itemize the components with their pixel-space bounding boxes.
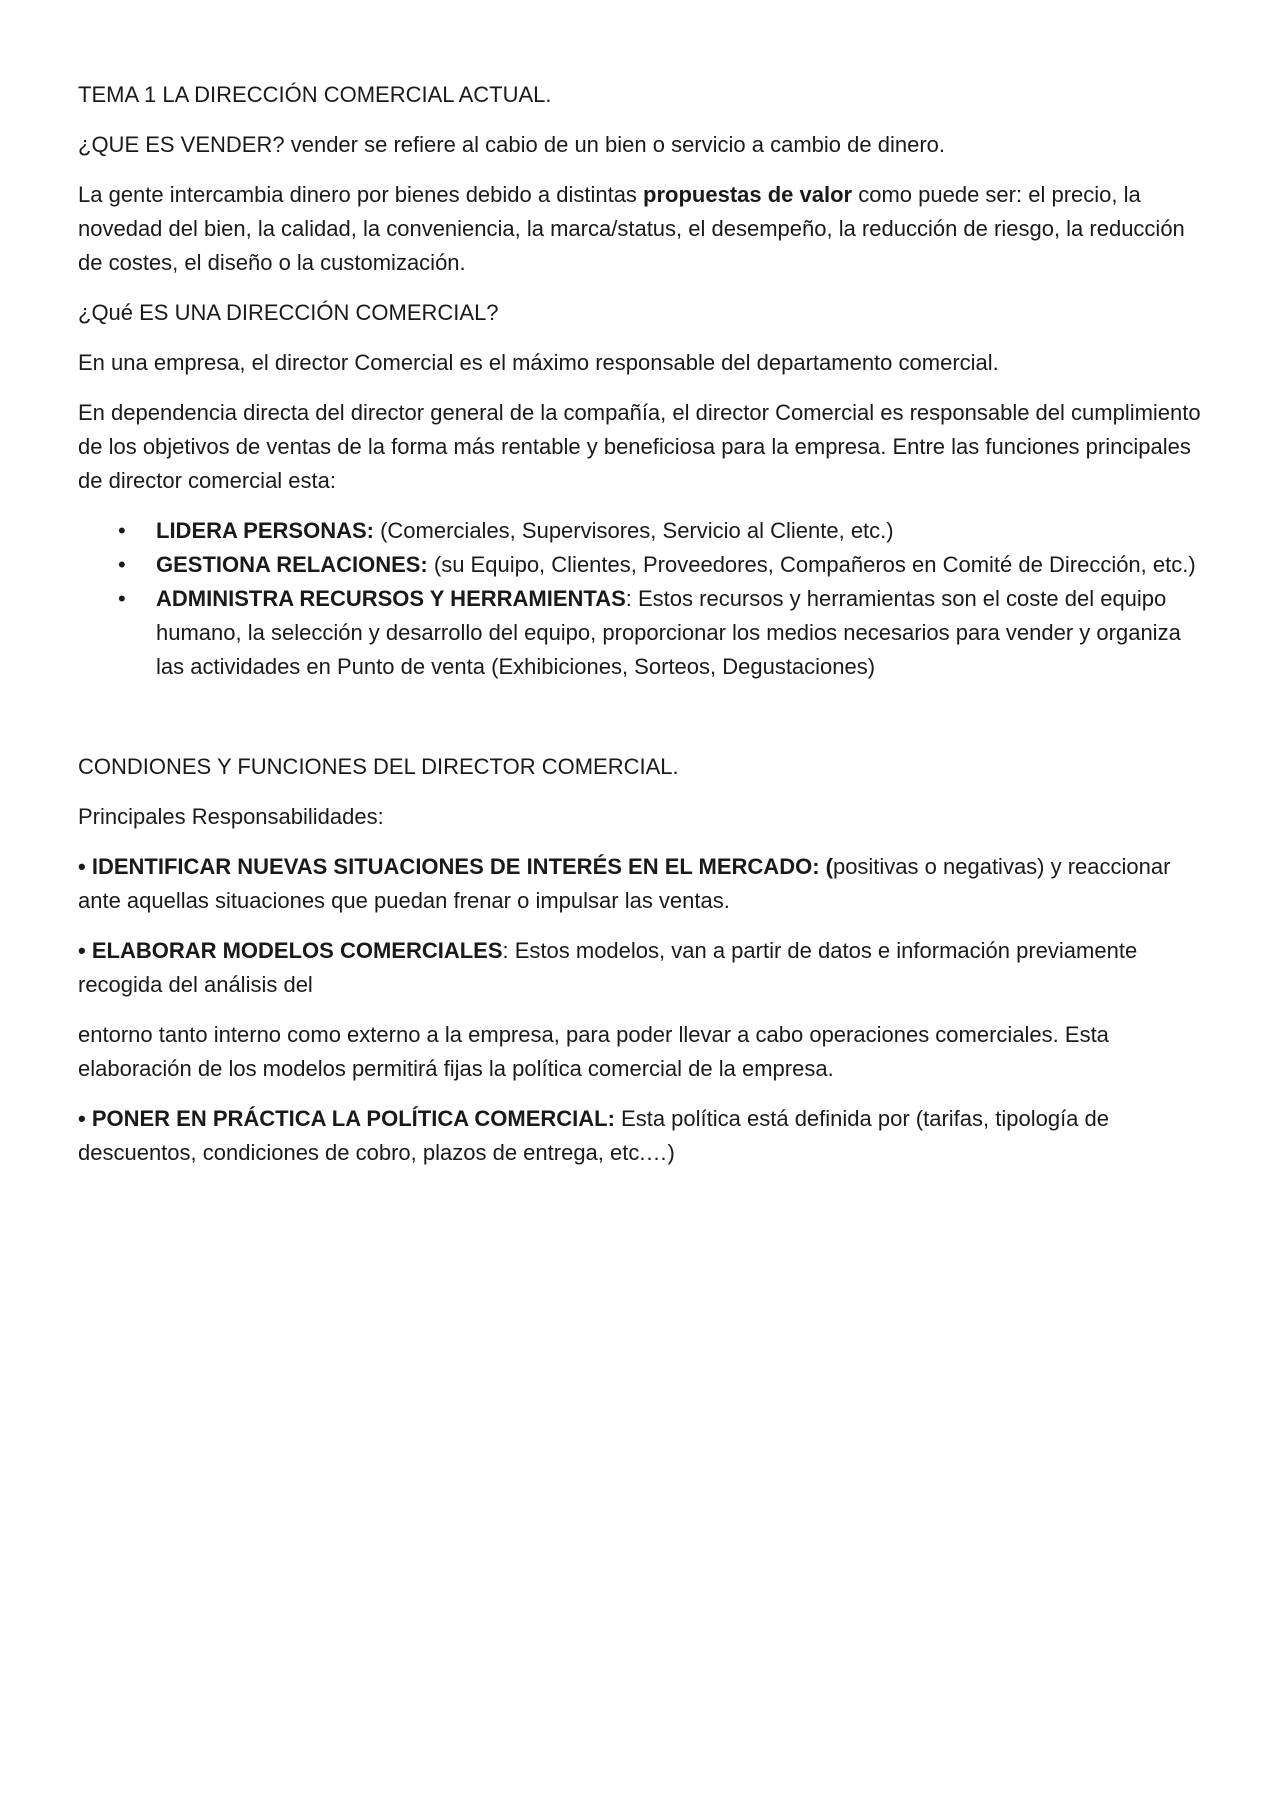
document-page [78, 78, 1206, 1186]
responsibility-continuation: entorno tanto interno como externo a la empresa, para poder llevar a cabo operaciones comerciales. Esta elaboración de los modelos permitirá fijas la política comercial de la empresa. [78, 1022, 1109, 1081]
list-item-bold: ADMINISTRA RECURSOS Y HERRAMIENTAS [156, 586, 626, 611]
list-item-bold: LIDERA PERSONAS: [156, 518, 374, 543]
section-subtitle: Principales Responsabilidades: [78, 804, 384, 829]
responsibility-item [78, 1102, 1206, 1170]
text-run: La gente intercambia dinero por bienes debido a distintas [78, 182, 644, 207]
responsibility-text: positivas o negativas) y reaccionar ante aquellas situaciones que puedan frenar o impulsar las ventas. [78, 854, 1171, 913]
section-title: CONDIONES Y FUNCIONES DEL DIRECTOR COMERCIAL. [78, 754, 679, 779]
blank-line [78, 700, 1206, 750]
list-item [78, 582, 1206, 684]
bullet-icon: • [78, 1106, 92, 1131]
paragraph-director-role: En una empresa, el director Comercial es el máximo responsable del departamento comercial. [78, 350, 999, 375]
responsibility-text: : Estos modelos, van a partir de datos e información previamente recogida del análisis del [78, 938, 1138, 997]
list-item-text: : Estos recursos y herramientas son el coste del equipo humano, la selección y desarrollo del equipo, proporcionar los medios necesarios para vender y organiza las actividades en Punto de venta (Exhibiciones, Sorteos, Degustaciones) [156, 586, 1181, 679]
bullet-icon: • [78, 854, 92, 879]
bullet-icon: • [118, 552, 126, 577]
text-run: como puede ser: el precio, la novedad del bien, la calidad, la conveniencia, la marca/status, el desempeño, la reducción de riesgo, la reducción de costes, el diseño o la customización. [78, 182, 1185, 275]
bold-run: propuestas de valor [643, 182, 853, 207]
responsibility-item [78, 850, 1206, 918]
bullet-icon: • [118, 586, 126, 611]
list-item-text: (su Equipo, Clientes, Proveedores, Compañeros en Comité de Dirección, etc.) [427, 552, 1196, 577]
list-item [78, 514, 1206, 548]
value-propositions-paragraph [78, 178, 1206, 280]
functions-list [78, 514, 1206, 684]
bullet-icon: • [118, 518, 126, 543]
paragraph-director-responsibilities: En dependencia directa del director general de la compañía, el director Comercial es responsable del cumplimiento de los objetivos de ventas de la forma más rentable y beneficiosa para la empresa. Entre las funciones principales de director comercial esta: [78, 400, 1201, 493]
list-item-text: (Comerciales, Supervisores, Servicio al Cliente, etc.) [373, 518, 894, 543]
responsibility-bold: IDENTIFICAR NUEVAS SITUACIONES DE INTERÉS EN EL MERCADO: ( [91, 854, 833, 879]
responsibility-bold: PONER EN PRÁCTICA LA POLÍTICA COMERCIAL: [91, 1106, 615, 1131]
responsibility-bold: ELABORAR MODELOS COMERCIALES [91, 938, 503, 963]
question-what-is-selling: ¿QUE ES VENDER? vender se refiere al cabio de un bien o servicio a cambio de dinero. [78, 132, 945, 157]
responsibility-text: Esta política está definida por (tarifas, tipología de descuentos, condiciones de cobro, plazos de entrega, etc.…) [78, 1106, 1110, 1165]
responsibility-item [78, 934, 1206, 1002]
bullet-icon: • [78, 938, 92, 963]
question-commercial-direction: ¿Qué ES UNA DIRECCIÓN COMERCIAL? [78, 300, 499, 325]
list-item-bold: GESTIONA RELACIONES: [156, 552, 428, 577]
list-item [78, 548, 1206, 582]
document-title: TEMA 1 LA DIRECCIÓN COMERCIAL ACTUAL. [78, 82, 552, 107]
